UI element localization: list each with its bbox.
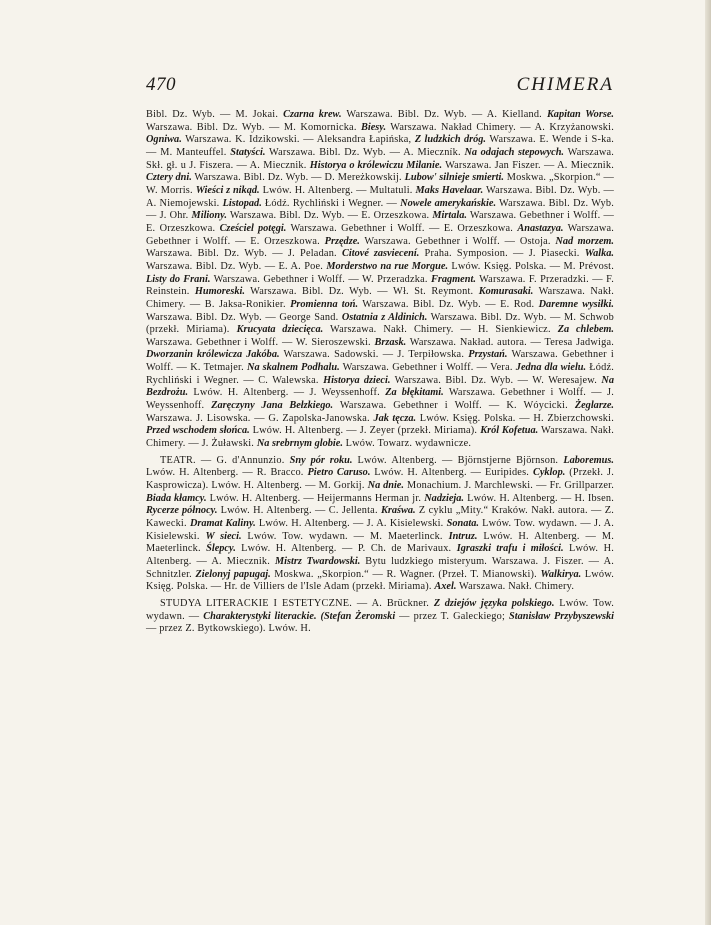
work-title: Król Kofetua. xyxy=(480,425,539,437)
entry-text: Lwów. H. Altenberg. — P. Ch. de Marivaux. xyxy=(235,543,457,555)
work-title: Zaręczyny Jana Bełzkiego. xyxy=(211,400,334,412)
work-title: Historya o królewiczu Milanie. xyxy=(309,159,443,171)
work-title: Citové zasviecení. xyxy=(342,248,420,260)
work-title: Na skalnem Podhalu. xyxy=(247,362,340,374)
entry-text: Warszawa. Gebethner i Wolff. — Vera. xyxy=(339,362,516,374)
entry-text: Warszawa. Gebethner i Wolff. — E. Orzeszkowa. xyxy=(146,222,615,247)
entry-text: Warszawa. E. Wende i S-ka. — M. Manteuffel. xyxy=(146,134,614,158)
work-title: Przędze. xyxy=(324,235,360,247)
work-title: Fragment. xyxy=(430,273,476,285)
work-title: Za błękitami. xyxy=(385,387,444,399)
work-title: Intruz. xyxy=(448,530,478,542)
entry-text: Warszawa. Gebethner i Wolff. — W. Sieroszewski. xyxy=(146,336,375,348)
entry-text: Lwów. H. Altenberg. — R. Bracco. xyxy=(146,467,308,479)
entry-text: Lwów. H. Altenberg. — J. Weyssenhoff. xyxy=(188,387,386,399)
entry-text: Warszawa. K. Idzikowski. — Aleksandra Łapińska, xyxy=(181,134,415,146)
work-title: Na dnie. xyxy=(367,480,404,492)
entry-text: Lwów. Tow. wydawn. — xyxy=(146,597,614,622)
entry-text: Warszawa. Bibl. Dz. Wyb. — J. Ohr. xyxy=(146,197,614,222)
work-title: Rycerze północy. xyxy=(146,505,218,517)
work-title: Nadzieja. xyxy=(424,492,465,504)
entry-text: Warszawa. Bibl. Dz. Wyb. — A. Niemojewski. xyxy=(146,184,614,209)
running-title: CHIMERA xyxy=(516,74,614,95)
work-title: Listy do Frani. xyxy=(146,273,211,285)
entry-text: Lwów. Tow. wydawn. — J. A. Kisielewski. xyxy=(146,518,614,542)
work-title: Zielonyj papugaj. xyxy=(195,568,271,580)
entry-text: Lwów. Księg. Polska. — Hr. de Villiers de l'Isle Adam (przekł. Miriama). xyxy=(146,568,614,593)
entry-text: Warszawa. Sadowski. — J. Terpiłowska. xyxy=(279,349,469,361)
entry-text: Lwów. H. Altenberg. — C. Jellenta. xyxy=(217,505,381,517)
entry-text: Lwów. Towarz. wydawnicze. xyxy=(342,438,472,450)
work-title: Krucyata dziecięca. xyxy=(236,324,324,336)
entry-text: — przez Z. Bytkowskiego). Lwów. H. xyxy=(146,623,311,635)
work-title: Promienna toń. xyxy=(290,298,359,310)
entry-text: Lwów. H. Altenberg. — J. A. Kisielewski. xyxy=(255,518,447,529)
work-title: Nowele amerykańskie. xyxy=(400,197,497,209)
entry-text: Warszawa. Gebethner i Wolff. — E. Orzeszkowa. xyxy=(286,222,518,234)
entry-text: Warszawa. Gebethner i Wolff. — K. Tetmajer. xyxy=(146,349,614,374)
page-body xyxy=(146,109,614,636)
work-title: Mistrz Twardowski. xyxy=(275,555,361,567)
work-title: Ogniwa. xyxy=(146,134,182,146)
entry-text: Lwów. Altenberg. — Björnstjerne Björnson. xyxy=(352,454,564,466)
work-title: Dramat Kaliny. xyxy=(189,518,256,529)
work-title: Anastazya. xyxy=(517,222,564,234)
work-title: Czarna krew. xyxy=(283,109,342,120)
work-title: Cyklop. xyxy=(532,467,566,479)
work-title: Żeglarze. xyxy=(574,400,614,412)
entry-text: — przez T. Galeckiego; xyxy=(395,610,509,622)
work-title: Biada kłamcy. xyxy=(146,492,207,504)
entry-text: Lwów. H. Altenberg. — J. Zeyer (przekł. Miriama). xyxy=(249,425,481,437)
work-title: Ostatnia z Aldinich. xyxy=(341,311,428,323)
work-title: Stanisław Przybyszewski xyxy=(508,610,615,622)
work-title: Mirtala. xyxy=(432,210,467,222)
entry-text: Bibl. Dz. Wyb. — M. Jokai. xyxy=(146,109,284,120)
entry-text: Lwów. H. Altenberg. — Multatuli. xyxy=(259,184,416,196)
entry-text: Lwów. H. Altenberg. — M. Maeterlinck. xyxy=(146,530,614,555)
entry-text: Monachium. J. Marchlewski. — Fr. Grillparzer. xyxy=(403,480,614,492)
entry-text: Warszawa. J. Lisowska. — G. Zapolska-Janowska. xyxy=(146,412,374,424)
entry-text: Warszawa. Bibl. Dz. Wyb. — E. Rod. xyxy=(358,298,539,310)
work-title: (Stefan Żeromski xyxy=(320,610,396,622)
work-title: Kraśwa. xyxy=(380,505,416,517)
entry-text: Z cyklu „Mity.“ Kraków. Nakł. autora. — Z. Kawecki. xyxy=(146,505,615,529)
entry-text: Warszawa. Bibl. Dz. Wyb. — M. Komornicka. xyxy=(146,121,361,133)
work-title: Sny pór roku. xyxy=(289,454,353,466)
entry-text: Warszawa. Bibl. Dz. Wyb. — D. Mereżkowskij. xyxy=(191,172,405,184)
work-title: Axel. xyxy=(434,581,457,593)
page-number: 470 xyxy=(146,74,176,95)
work-title: Biesy. xyxy=(360,121,387,133)
work-title: Cześciel potęgi. xyxy=(219,222,287,234)
entry-text: Lwów. Księg. Polska. — M. Prévost. xyxy=(448,260,614,272)
work-title: Nad morzem. xyxy=(555,235,615,247)
entry-text: Warszawa. F. Przeradzki. — F. Reinstein. xyxy=(146,273,614,298)
entry-text: Lwów. Tow. wydawn. — M. Maeterlinck. xyxy=(241,530,449,542)
entry-text: Warszawa. Bibl. Dz. Wyb. — A. Kielland. xyxy=(341,109,547,120)
work-title: Na srebrnym globie. xyxy=(256,438,343,450)
entry-text: (Przekł. J. Kasprowicza). Lwów. H. Altenberg. — M. Gorkij. xyxy=(146,467,614,492)
work-title: Miliony. xyxy=(191,210,227,222)
work-title: Laboremus. xyxy=(563,454,614,466)
entry-text: Moskwa. „Skorpion.“ — R. Wagner. (Przeł. T. Mianowski). xyxy=(270,568,541,580)
work-title: Historya dzieci. xyxy=(323,374,391,386)
work-title: Na Bezdrożu. xyxy=(146,374,614,399)
entry-text: Warszawa. Gebethner i Wolff. — J. Weyssenhoff. xyxy=(146,387,615,412)
entry-text: Warszawa. Nakł. Chimery. — B. Jaksa-Ronikier. xyxy=(146,286,615,310)
entry-text: Warszawa. Nakład. autora. — Teresa Jadwiga. xyxy=(406,336,614,348)
entry-text: Lwów. H. Altenberg. — Euripides. xyxy=(370,467,533,479)
entry-text: Warszawa. Nakład Chimery. — A. Krzyżanowski. xyxy=(386,121,614,133)
work-title: Walka. xyxy=(584,248,615,260)
entry-text: Warszawa. Skł. gł. u J. Fiszera. — A. Miecznik. xyxy=(146,146,615,171)
paragraph-literary-studies xyxy=(146,598,614,636)
work-title: Pietro Caruso. xyxy=(307,467,371,479)
entry-text: Warszawa. Bibl. Dz. Wyb. — W. Weresajew. xyxy=(390,374,602,386)
work-title: Przystań. xyxy=(468,349,508,361)
work-title: W sieci. xyxy=(205,530,242,542)
work-title: Na odajach stepowych. xyxy=(464,146,565,158)
entry-text: Warszawa. Bibl. Dz. Wyb. — Wł. St. Reymont. xyxy=(244,286,479,298)
work-title: Brzask. xyxy=(374,336,407,348)
entry-text: Warszawa. Gebethner i Wolff. — K. Wóycicki. xyxy=(333,400,575,412)
work-title: Sonata. xyxy=(446,518,479,529)
work-title: Wieści z nikąd. xyxy=(195,184,260,196)
work-title: Walkirya. xyxy=(540,568,582,580)
entry-text: Warszawa. Bibl. Dz. Wyb. — A. Mieczník. xyxy=(265,146,465,158)
entry-text: Warszawa. Bibl. Dz. Wyb. — M. Schwob (przekł. Miriama). xyxy=(146,311,614,336)
work-title: Dworzanin królewicza Jakóba. xyxy=(146,349,280,361)
entry-text: Łódź. Rychliński i Wegner. — xyxy=(261,197,401,209)
work-title: Kapitan Worse. xyxy=(546,109,614,120)
work-title: Listopad. xyxy=(222,197,262,209)
page-edge-shadow xyxy=(705,0,711,925)
work-title: Za chlebem. xyxy=(557,324,614,336)
entry-text: Lwów. H. Altenberg. — A. Miecznik. xyxy=(146,543,615,567)
entry-text: Bytu ludzkiego misteryum. Warszawa. J. Fiszer. — A. Schnitzler. xyxy=(146,555,614,580)
entry-text: STUDYA LITERACKIE I ESTETYCZNE. — A. Brückner. xyxy=(160,597,434,609)
entry-text: Warszawa. Bibl. Dz. Wyb. — George Sand. xyxy=(146,311,342,323)
entry-text: Warszawa. Jan Fiszer. — A. Miecznik. xyxy=(442,159,614,171)
entry-text: Praha. Symposion. — J. Piasecki. xyxy=(419,248,585,260)
entry-text: TEATR. — G. d'Annunzio. xyxy=(160,454,290,466)
entry-text: Lwów. H. Altenberg. — Heijermanns Herman jr. xyxy=(206,492,425,504)
entry-text: Warszawa. Bibl. Dz. Wyb. — E. A. Poe. xyxy=(146,260,327,272)
entry-text: Warszawa. Nakł. Chimery. — H. Sienkiewicz. xyxy=(323,324,558,336)
entry-text: Warszawa. Gebethner i Wolff. — W. Przeradzka. xyxy=(210,273,431,285)
entry-text: Warszawa. Bibl. Dz. Wyb. — J. Peladan. xyxy=(146,248,343,260)
work-title: Jak tęcza. xyxy=(373,412,417,424)
entry-text: Lwów. H. Altenberg. — H. Ibsen. xyxy=(464,492,615,504)
page-header xyxy=(146,74,614,100)
entry-text: Warszawa. Nakł. Chimery. — J. Żuławski. xyxy=(146,425,614,450)
work-title: Igraszki trafu i miłości. xyxy=(456,543,564,555)
work-title: Cztery dni. xyxy=(146,172,192,184)
work-title: Jedna dla wielu. xyxy=(515,362,587,374)
entry-text: Moskwa. „Skorpion.“ — W. Morris. xyxy=(146,172,614,196)
entry-text: Warszawa. Gebethner i Wolff. — E. Orzeszkowa. xyxy=(146,210,614,234)
paragraph-novels xyxy=(146,109,614,451)
work-title: Lubow' silnieje smierti. xyxy=(404,172,504,184)
work-title: Z ludzkich dróg. xyxy=(414,134,486,146)
entry-text: Warszawa. Gebethner i Wolff. — Ostoja. xyxy=(359,235,556,247)
entry-text: Warszawa. Nakł. Chimery. xyxy=(456,581,575,593)
entry-text: Łódź. Rychliński i Wegner. — C. Walewska. xyxy=(146,362,615,386)
work-title: Statyści. xyxy=(230,146,266,158)
work-title: Ślepcy. xyxy=(206,543,236,555)
work-title: Komurasaki. xyxy=(478,286,534,298)
work-title: Z dziejów języka polskiego. xyxy=(433,597,555,609)
work-title: Daremne wysiłki. xyxy=(538,298,614,310)
work-title: Maks Havelaar. xyxy=(415,184,484,196)
paragraph-theatre xyxy=(146,455,614,594)
entry-text: Warszawa. Bibl. Dz. Wyb. — E. Orzeszkowa. xyxy=(226,210,433,222)
entry-text: Lwów. Księg. Polska. — H. Zbierzchowski. xyxy=(416,412,614,424)
work-title: Charakterystyki literackie. xyxy=(203,610,317,622)
work-title: Przed wschodem słońca. xyxy=(146,425,250,437)
work-title: Morderstwo na rue Morgue. xyxy=(326,260,449,272)
work-title: Humoreski. xyxy=(194,286,245,298)
